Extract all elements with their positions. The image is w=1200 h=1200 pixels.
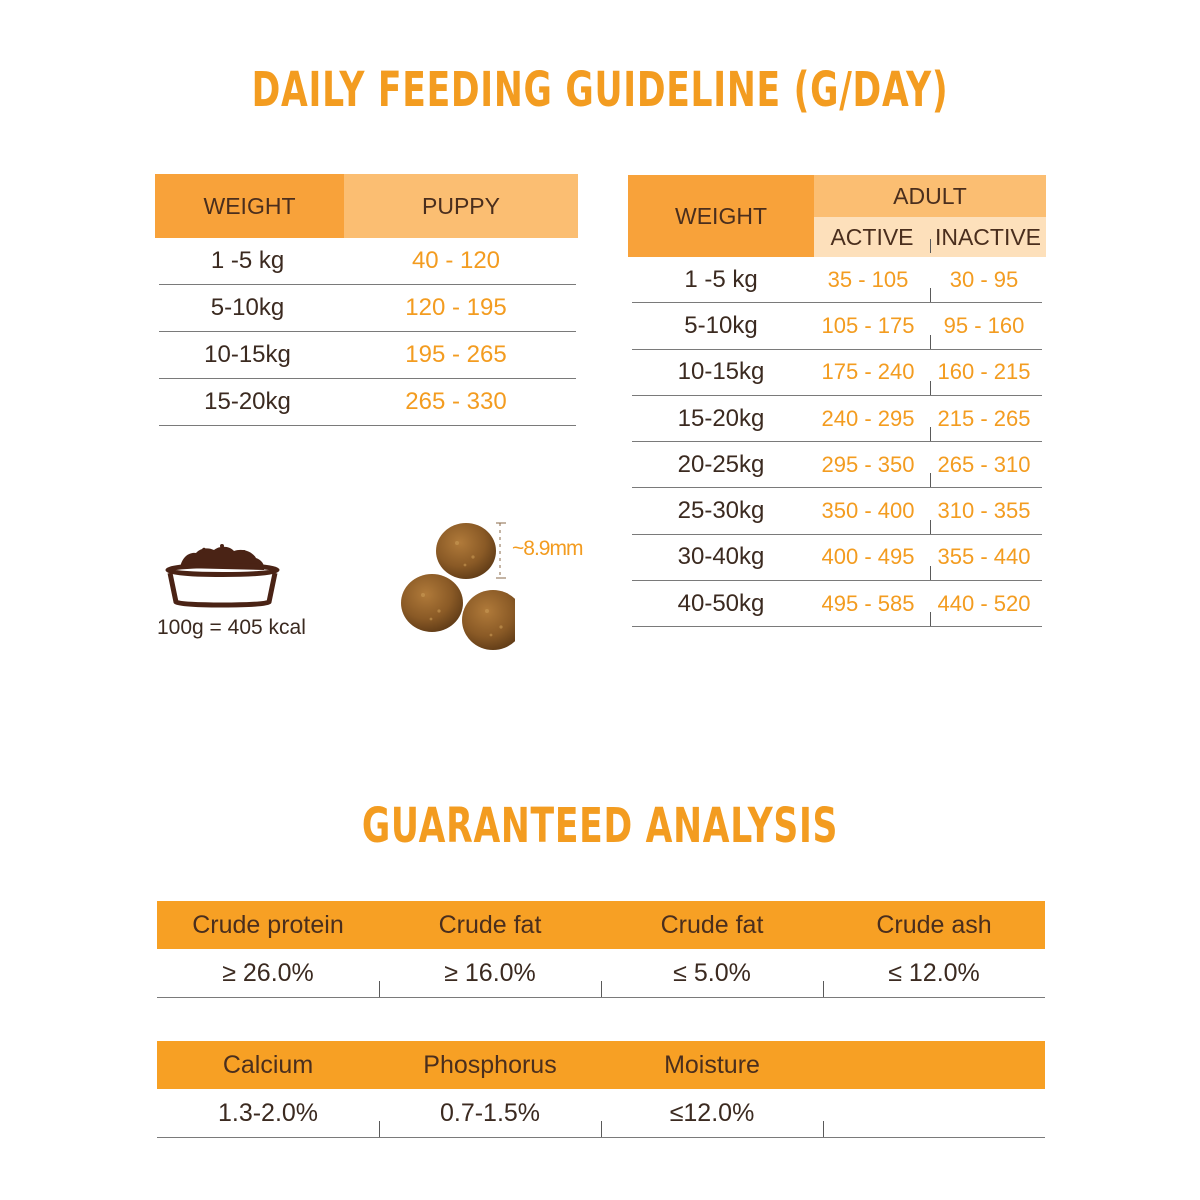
inactive-column-header: INACTIVE: [934, 223, 1042, 250]
table-row: [632, 396, 1042, 442]
puppy-column-header: PUPPY: [344, 174, 578, 238]
adult-subheader: [814, 217, 1046, 257]
nutrient-value: 0.7-1.5%: [439, 1098, 541, 1127]
analysis-table-secondary: [157, 1041, 1045, 1138]
active-amount-cell: 350 - 400: [821, 498, 915, 524]
column-divider: [930, 381, 931, 395]
nutrient-header: Crude fat: [660, 910, 764, 939]
table-row: [632, 303, 1042, 349]
nutrient-header: Crude ash: [876, 910, 992, 939]
adult-feeding-table: [628, 175, 1046, 627]
active-amount-cell: 175 - 240: [821, 359, 915, 385]
column-divider: [930, 566, 931, 580]
column-divider: [930, 520, 931, 534]
active-amount-cell: 400 - 495: [821, 544, 915, 570]
column-divider: [930, 612, 931, 626]
weight-column-header: WEIGHT: [628, 175, 814, 257]
column-divider: [930, 335, 931, 349]
weight-cell: 1 -5 kg: [684, 265, 758, 293]
nutrient-header: [823, 1041, 1045, 1089]
active-amount-cell: 240 - 295: [821, 405, 915, 431]
nutrient-header: Crude fat: [438, 910, 542, 939]
weight-cell: 5-10kg: [684, 311, 758, 339]
nutrient-value: ≤ 12.0%: [888, 958, 980, 987]
column-divider: [930, 239, 931, 253]
feeding-guideline-title: DAILY FEEDING GUIDELINE (G/DAY): [251, 62, 949, 118]
column-divider: [823, 981, 824, 997]
weight-cell: 15-20kg: [204, 388, 291, 415]
analysis-header-row: [157, 1041, 1045, 1089]
puppy-table-header: [155, 174, 578, 238]
kibble-icon: [395, 515, 515, 650]
table-row: [632, 442, 1042, 488]
table-row: [159, 332, 576, 379]
adult-table-header: [628, 175, 1046, 257]
weight-cell: 20-25kg: [677, 450, 765, 478]
weight-cell: 25-30kg: [677, 497, 765, 525]
table-row: [159, 238, 576, 285]
nutrient-value: ≤ 5.0%: [673, 958, 751, 987]
nutrient-header: Crude protein: [192, 910, 344, 939]
column-divider: [823, 1121, 824, 1137]
inactive-amount-cell: 265 - 310: [937, 451, 1031, 477]
inactive-amount-cell: 95 - 160: [943, 312, 1025, 338]
puppy-amount-cell: 195 - 265: [405, 341, 507, 368]
nutrient-value: ≤12.0%: [669, 1098, 755, 1127]
column-divider: [379, 981, 380, 997]
weight-cell: 5-10kg: [210, 294, 285, 321]
table-row: [632, 350, 1042, 396]
table-row: [159, 379, 576, 426]
column-divider: [379, 1121, 380, 1137]
weight-cell: 15-20kg: [677, 404, 765, 432]
nutrient-value: [823, 1089, 1045, 1137]
weight-cell: 30-40kg: [677, 543, 765, 571]
inactive-amount-cell: 310 - 355: [937, 498, 1031, 524]
column-divider: [930, 288, 931, 302]
table-row: [632, 581, 1042, 627]
table-row: [632, 257, 1042, 303]
adult-column-header: ADULT: [814, 175, 1046, 217]
column-divider: [601, 981, 602, 997]
weight-cell: 1 -5 kg: [210, 247, 285, 274]
puppy-amount-cell: 265 - 330: [405, 388, 507, 415]
weight-cell: 10-15kg: [204, 341, 291, 368]
weight-cell: 40-50kg: [677, 589, 765, 617]
weight-column-header: WEIGHT: [155, 174, 344, 238]
nutrient-value: ≥ 26.0%: [222, 958, 314, 987]
weight-cell: 10-15kg: [677, 358, 765, 386]
nutrient-value: 1.3-2.0%: [217, 1098, 319, 1127]
puppy-amount-cell: 40 - 120: [411, 247, 501, 274]
table-row: [632, 535, 1042, 581]
food-bowl-icon: [160, 540, 285, 612]
column-divider: [601, 1121, 602, 1137]
analysis-header-row: [157, 901, 1045, 949]
nutrient-header: Calcium: [222, 1050, 314, 1079]
puppy-amount-cell: 120 - 195: [405, 294, 507, 321]
calorie-caption: 100g = 405 kcal: [157, 616, 306, 639]
nutrient-header: Phosphorus: [423, 1050, 557, 1079]
puppy-feeding-table: [155, 174, 578, 426]
analysis-table-primary: [157, 901, 1045, 998]
kibble-size-label: ~8.9mm: [512, 537, 583, 560]
inactive-amount-cell: 440 - 520: [937, 590, 1031, 616]
inactive-amount-cell: 30 - 95: [949, 266, 1019, 292]
active-amount-cell: 105 - 175: [821, 312, 915, 338]
nutrient-value: ≥ 16.0%: [444, 958, 536, 987]
inactive-amount-cell: 215 - 265: [937, 405, 1031, 431]
column-divider: [930, 427, 931, 441]
active-amount-cell: 495 - 585: [821, 590, 915, 616]
active-amount-cell: 295 - 350: [821, 451, 915, 477]
active-column-header: ACTIVE: [830, 223, 914, 250]
analysis-value-row: [157, 1089, 1045, 1138]
nutrient-header: Moisture: [664, 1050, 760, 1079]
active-amount-cell: 35 - 105: [827, 266, 909, 292]
table-row: [159, 285, 576, 332]
guaranteed-analysis-title: GUARANTEED ANALYSIS: [361, 798, 839, 854]
table-row: [632, 488, 1042, 534]
column-divider: [930, 473, 931, 487]
analysis-value-row: [157, 949, 1045, 998]
inactive-amount-cell: 160 - 215: [937, 359, 1031, 385]
inactive-amount-cell: 355 - 440: [937, 544, 1031, 570]
